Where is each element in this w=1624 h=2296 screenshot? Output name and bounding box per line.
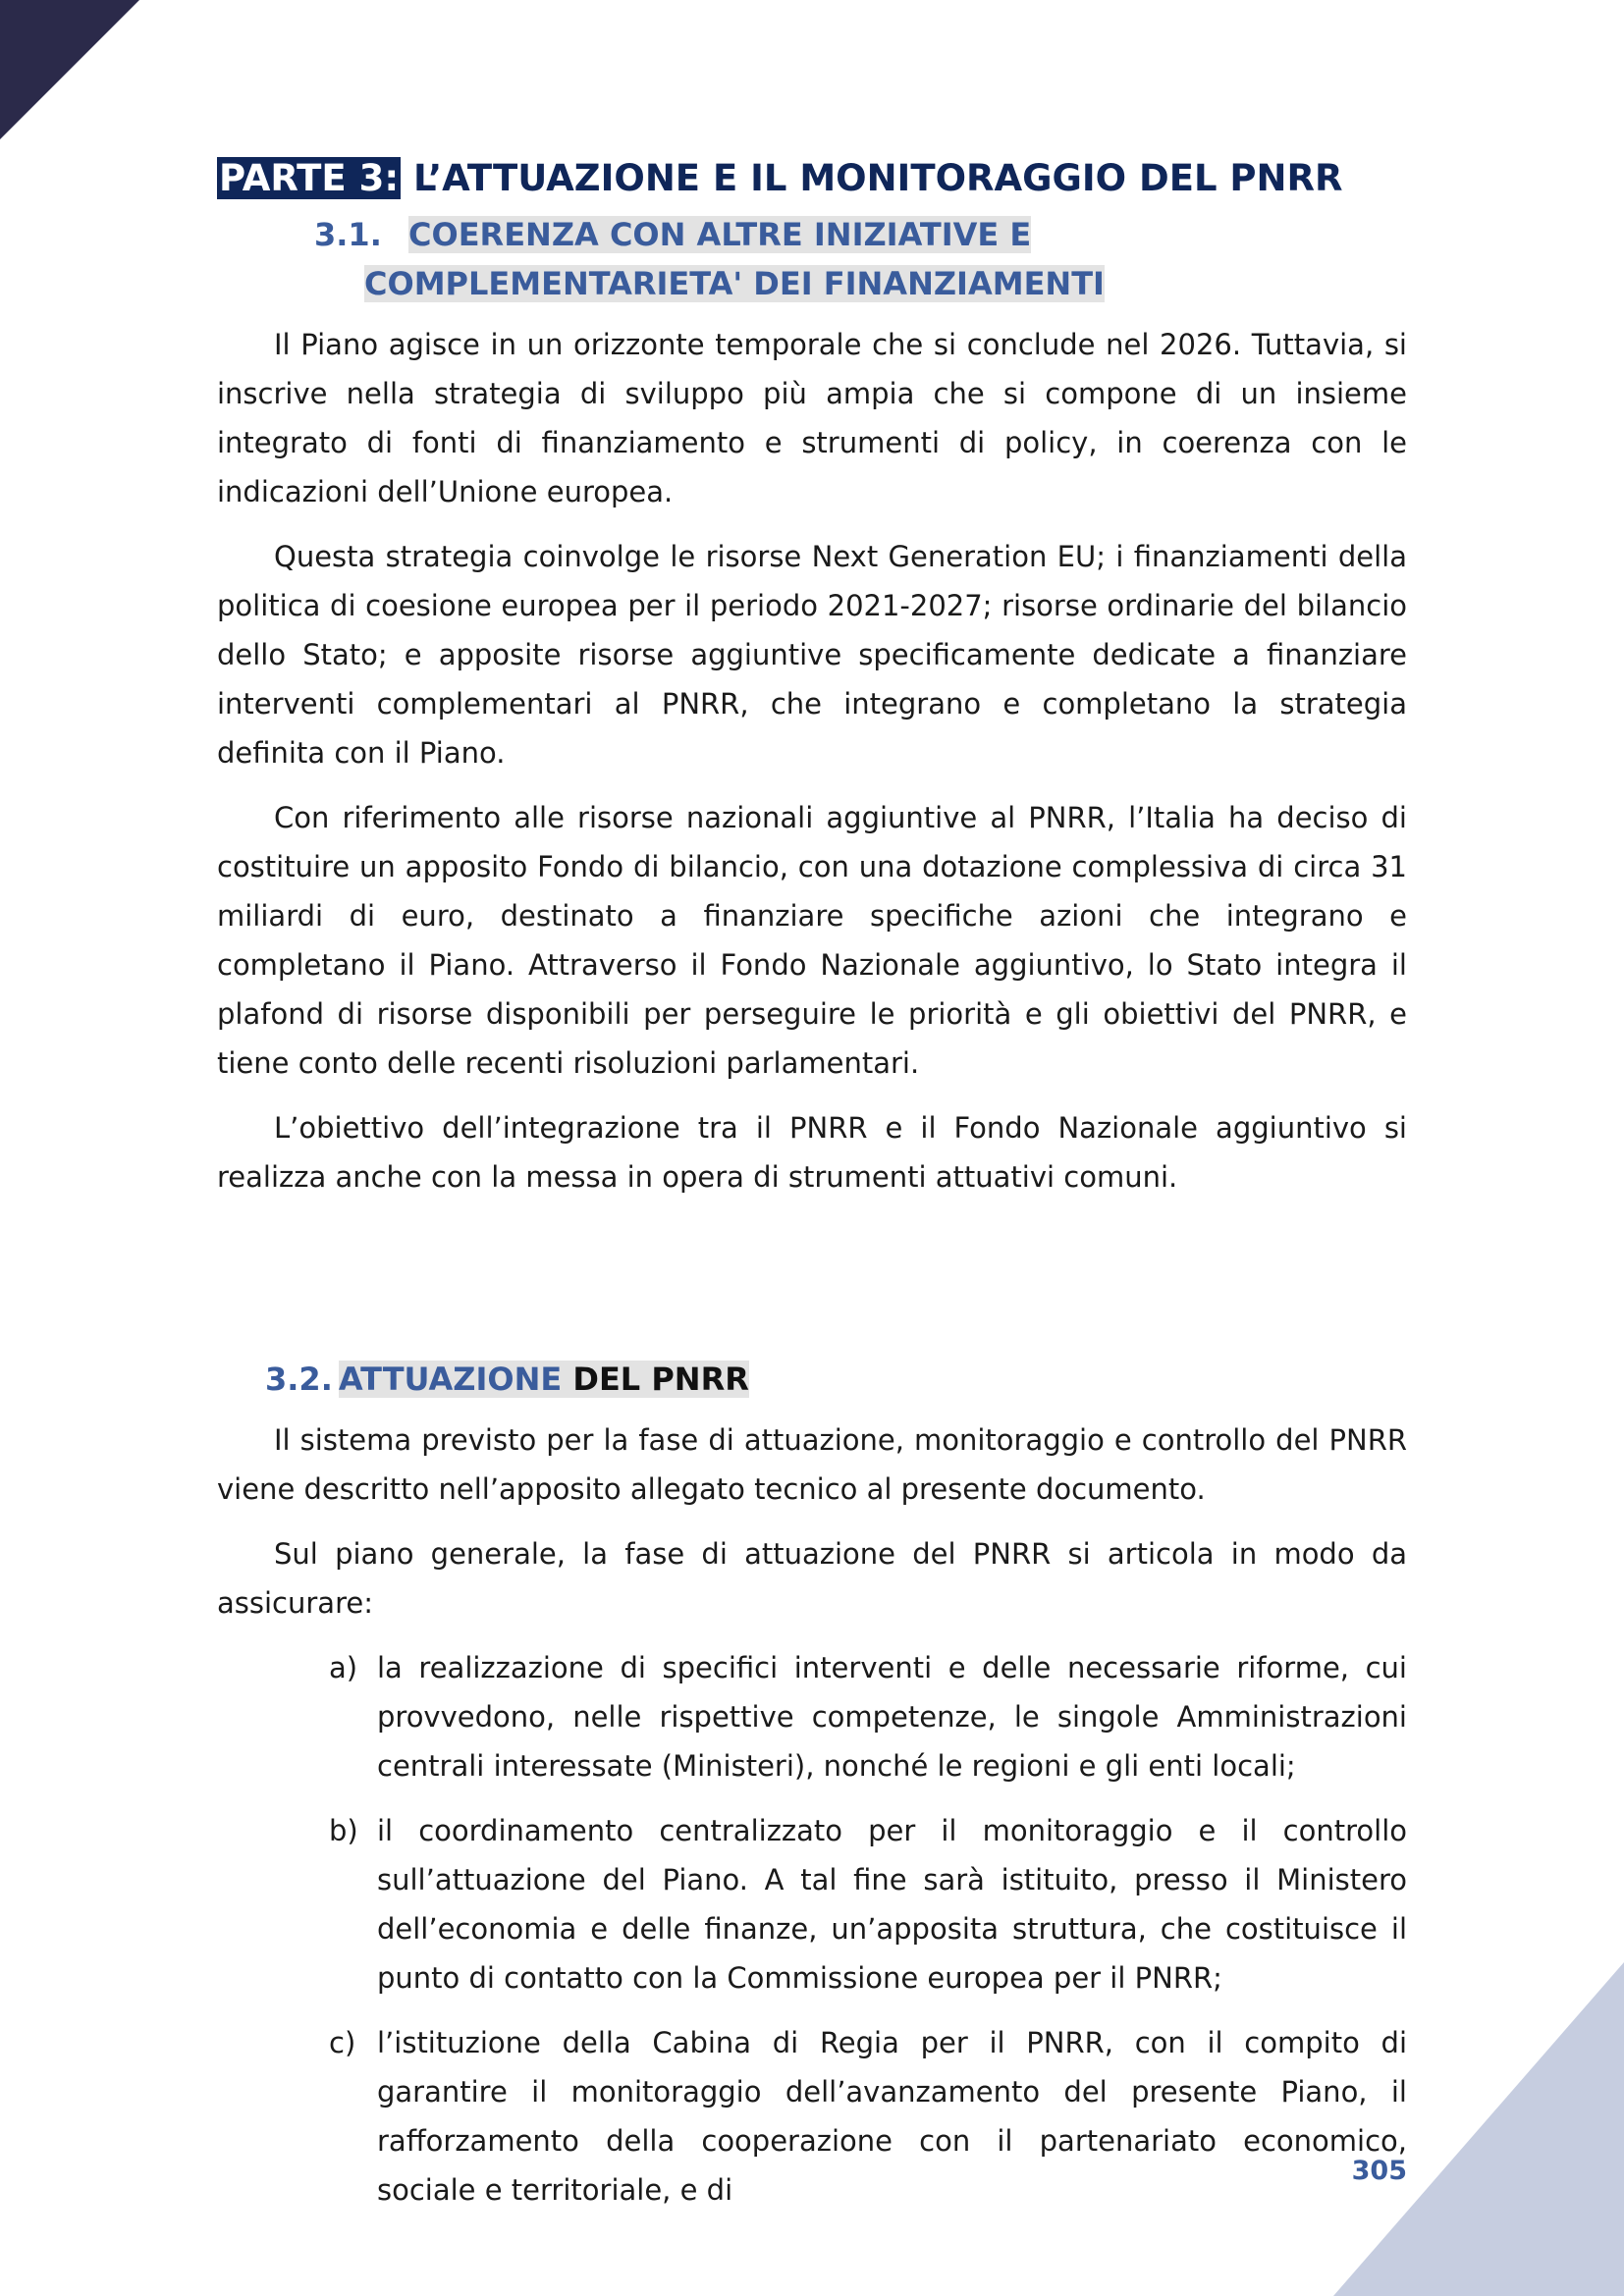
part-title: L’ATTUAZIONE E IL MONITORAGGIO DEL PNRR (413, 157, 1343, 199)
part-tag: PARTE 3: (219, 157, 400, 199)
list-marker: a) (329, 1651, 358, 1684)
section-title-line2: COMPLEMENTARIETA' DEI FINANZIAMENTI (364, 265, 1105, 302)
paragraph: Con riferimento alle risorse nazionali aggiuntive al PNRR, l’Italia ha deciso di costituire un apposito Fondo di bilancio, con una dotazione complessiva di circa 31 miliardi di euro, destinato a finanziare specifiche azioni che integrano e completano il Piano. Attraverso il Fondo Nazionale aggiuntivo, lo Stato integra il plafond di risorse disponibili per perseguire le priorità e gli obiettivi del PNRR, e tiene conto delle recenti risoluzioni parlamentari. (217, 801, 1407, 1080)
page-number: 305 (1351, 2156, 1407, 2186)
section-title-line1: COERENZA CON ALTRE INIZIATIVE E (408, 216, 1032, 253)
section-title-highlight: ATTUAZIONE (338, 1361, 563, 1398)
page-content (217, 149, 1407, 2230)
section-title-rest: DEL PNRR (562, 1361, 749, 1398)
paragraph: Il Piano agisce in un orizzonte temporale che si conclude nel 2026. Tuttavia, si inscrive nella strategia di sviluppo più ampia che si compone di un insieme integrato di fonti di finanziamento e strumenti di policy, in coerenza con le indicazioni dell’Unione europea. (217, 328, 1407, 508)
list-item-text: la realizzazione di specifici interventi e delle necessarie riforme, cui provvedono, nelle rispettive competenze, le singole Amministrazioni centrali interessate (Ministeri), nonché le regioni e gli enti locali; (377, 1651, 1407, 1783)
corner-decoration-top-left (0, 0, 139, 139)
list-item (217, 2018, 1407, 2215)
list-item-text: il coordinamento centralizzato per il monitoraggio e il controllo sull’attuazione del Piano. A tal fine sarà istituito, presso il Ministero dell’economia e delle finanze, un’apposita struttura, che costituisce il punto di contatto con la Commissione europea per il PNRR; (377, 1814, 1407, 1995)
section-3-1-heading (217, 210, 1407, 259)
section-number: 3.2. (265, 1361, 333, 1398)
list-item (217, 1643, 1407, 1790)
list-item (217, 1806, 1407, 2002)
list-item-text: l’istituzione della Cabina di Regia per il PNRR, con il compito di garantire il monitoraggio dell’avanzamento del presente Piano, il rafforzamento della cooperazione con il partenariato economico, sociale e territoriale, e di (377, 2026, 1407, 2207)
part-heading (217, 149, 1407, 208)
paragraph: Sul piano generale, la fase di attuazione del PNRR si articola in modo da assicurare: (217, 1537, 1407, 1620)
list-marker: b) (329, 1814, 358, 1847)
implementation-list (217, 1643, 1407, 2215)
paragraph: Questa strategia coinvolge le risorse Next Generation EU; i finanziamenti della politica di coesione europea per il periodo 2021-2027; risorse ordinarie del bilancio dello Stato; e apposite risorse aggiuntive specificamente dedicate a finanziare interventi complementari al PNRR, che integrano e completano la strategia definita con il Piano. (217, 540, 1407, 770)
section-number: 3.1. (314, 216, 382, 253)
section-3-1-heading-line2 (217, 259, 1407, 308)
list-marker: c) (329, 2026, 356, 2059)
section-3-2-heading (217, 1355, 1407, 1404)
paragraph: Il sistema previsto per la fase di attuazione, monitoraggio e controllo del PNRR viene descritto nell’apposito allegato tecnico al presente documento. (217, 1423, 1407, 1506)
paragraph: L’obiettivo dell’integrazione tra il PNRR e il Fondo Nazionale aggiuntivo si realizza anche con la messa in opera di strumenti attuativi comuni. (217, 1111, 1407, 1194)
